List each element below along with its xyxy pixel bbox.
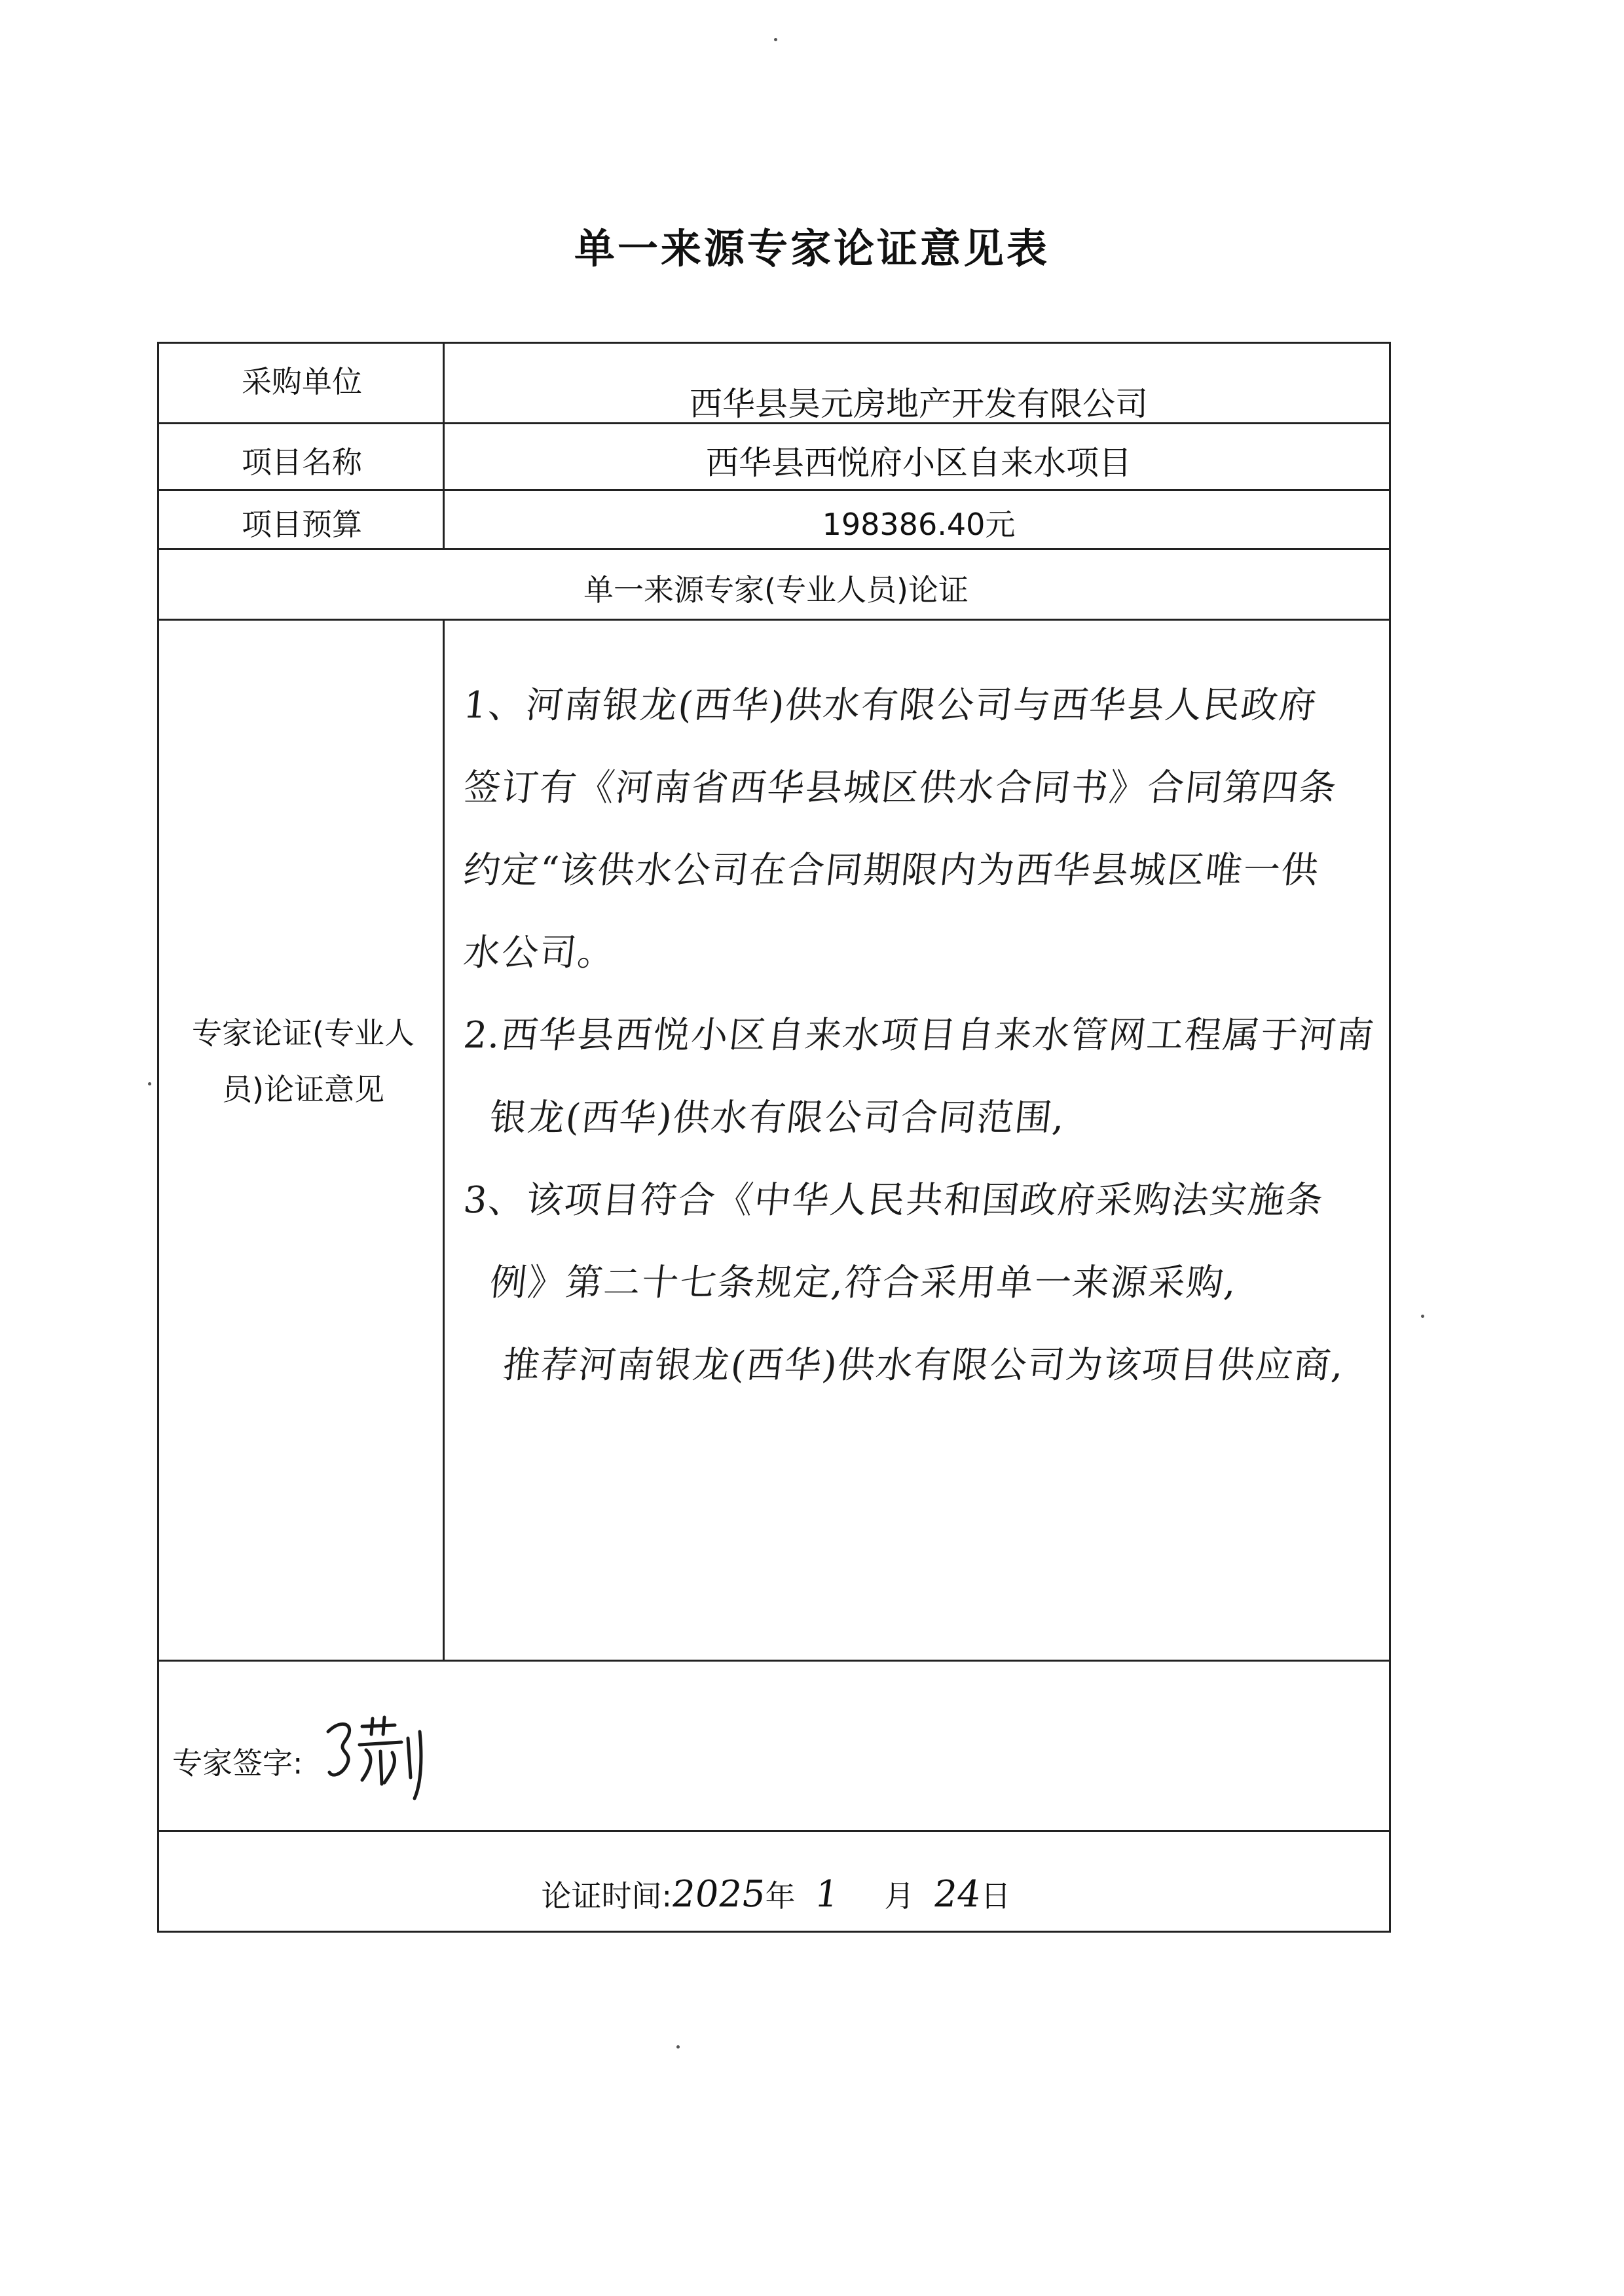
budget-label: 项目预算: [242, 507, 362, 542]
column-divider: [443, 619, 445, 1660]
date-day: 24: [931, 1873, 984, 1916]
opinion-line: 2.西华县西悦小区自来水项目自来水管网工程属于河南: [461, 1014, 1377, 1057]
row-divider: [159, 619, 1389, 621]
opinion-line: 3、该项目符合《中华人民共和国政府采购法实施条: [461, 1179, 1327, 1222]
date-day-unit: 日: [980, 1878, 1011, 1914]
row-divider: [159, 1830, 1389, 1832]
expert-opinion-form: [157, 342, 1391, 1933]
date-month-unit: 月: [884, 1878, 915, 1914]
row-divider: [159, 548, 1389, 550]
date-label: 论证时间:: [541, 1878, 673, 1914]
opinion-line: 约定“该供水公司在合同期限内为西华县城区唯一供: [461, 849, 1322, 892]
opinion-handwritten-text: [461, 665, 1377, 1407]
row-divider: [159, 489, 1389, 491]
opinion-line: 例》第二十七条规定,符合采用单一来源采购,: [487, 1262, 1240, 1304]
opinion-line: 1、河南银龙(西华)供水有限公司与西华县人民政府: [461, 684, 1320, 727]
purchaser-label: 采购单位: [242, 364, 362, 399]
date-year: 2025: [669, 1873, 769, 1916]
date-year-unit: 年: [765, 1878, 796, 1914]
handwritten-signature: [316, 1712, 434, 1804]
signature-label: 专家签字:: [172, 1745, 303, 1781]
opinion-line: 推荐河南银龙(西华)供水有限公司为该项目供应商,: [500, 1344, 1347, 1387]
opinion-line: 签订有《河南省西华县城区供水合同书》合同第四条: [461, 767, 1340, 809]
project-name-value: 西华县西悦府小区自来水项目: [706, 444, 1132, 482]
section-header: 单一来源专家(专业人员)论证: [583, 572, 969, 608]
purchaser-value: 西华县昊元房地产开发有限公司: [690, 385, 1148, 423]
date-row: [159, 1872, 1393, 1916]
budget-value: 198386.40元: [822, 507, 1016, 542]
row-divider: [159, 1660, 1389, 1662]
opinion-line: 水公司。: [461, 932, 618, 974]
project-name-label: 项目名称: [242, 445, 362, 480]
opinion-line: 银龙(西华)供水有限公司合同范围,: [487, 1097, 1068, 1139]
date-month: 1: [811, 1873, 841, 1916]
document-title: 单一来源专家论证意见表: [574, 225, 1050, 272]
opinion-label: 专家论证(专业人员)论证意见: [192, 1015, 415, 1107]
